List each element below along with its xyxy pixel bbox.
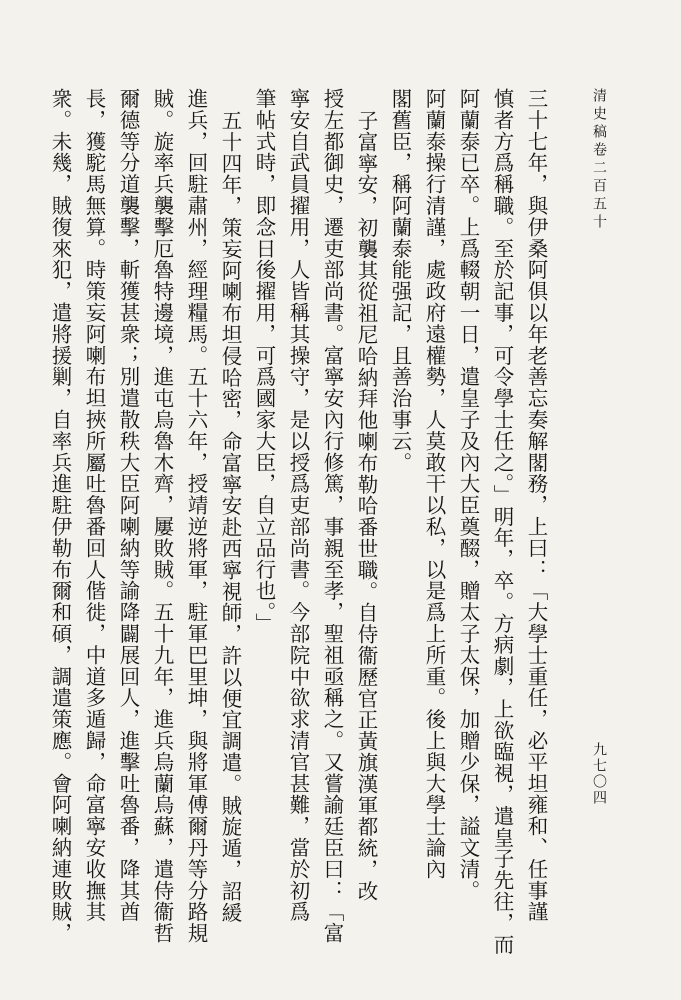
text-column: 賊。旋率兵襲擊厄魯特邊境，進屯烏魯木齊，屢敗賊。五十九年，進兵烏蘭烏蘇，遣侍衞哲 [150,88,174,944]
text-column: 衆。未幾，賊復來犯，遣將援剿，自率兵進駐伊勒布爾和碩，調遣策應。會阿喇納連敗賊， [48,88,72,944]
text-column: 進兵，回駐肅州，經理糧馬。五十六年，授靖逆將軍，駐軍巴里坤，與將軍傅爾丹等分路規 [184,88,208,944]
text-column: 長，獲駝馬無算。時策妄阿喇布坦挾所屬吐魯番回人偕徙，中道多遁歸，命富寧安收撫其 [82,88,106,923]
text-column: 阿蘭泰已卒。上爲輟朝一日，遣皇子及內大臣奠醊，贈太子太保，加贈少保，謚文清。 [456,88,480,902]
text-column: 寧安自武員擢用，人皆稱其操守，是以授爲吏部尚書。今部院中欲求清官甚難，當於初爲 [286,88,310,923]
text-column: 五十四年，策妄阿喇布坦侵哈密，命富寧安赴西寧視師，許以便宜調遣。賊旋遁，詔緩 [218,110,242,924]
text-column: 筆帖式時，即念日後擢用，可爲國家大臣，自立品行也。」 [252,88,276,635]
page-number: 九七〇四 [591,742,607,806]
text-column: 子富寧安，初襲其從祖尼哈納拜他喇布勒哈番世職。自侍衞歷官正黃旗漢軍都統，改 [354,110,378,902]
text-column: 三十七年，與伊桑阿俱以年老善忘奏解閣務，上曰：「大學士重任，必平坦雍和、任事謹 [524,88,548,923]
running-header: 清史稿卷二百五十 [591,88,607,232]
text-column: 授左都御史，遷吏部尚書。富寧安內行修篤，事親至孝，聖祖亟稱之。又嘗諭廷臣曰：「富 [320,88,344,944]
text-column: 阿蘭泰操行清謹，處政府遠權勢，人莫敢干以私，以是爲上所重。後上與大學士論內 [422,88,446,880]
text-column: 爾德等分道襲擊，斬獲甚衆；別遣散秩大臣阿喇納等諭降闢展回人，進擊吐魯番，降其酋 [116,88,140,923]
text-body [43,88,553,968]
text-column: 閣舊臣，稱阿蘭泰能强記，且善治事云。 [388,88,412,474]
text-column: 慎者方爲稱職。至於記事，可令學士任之。」明年，卒。方病劇，上欲臨視，遣皇子先往，而 [490,88,514,956]
